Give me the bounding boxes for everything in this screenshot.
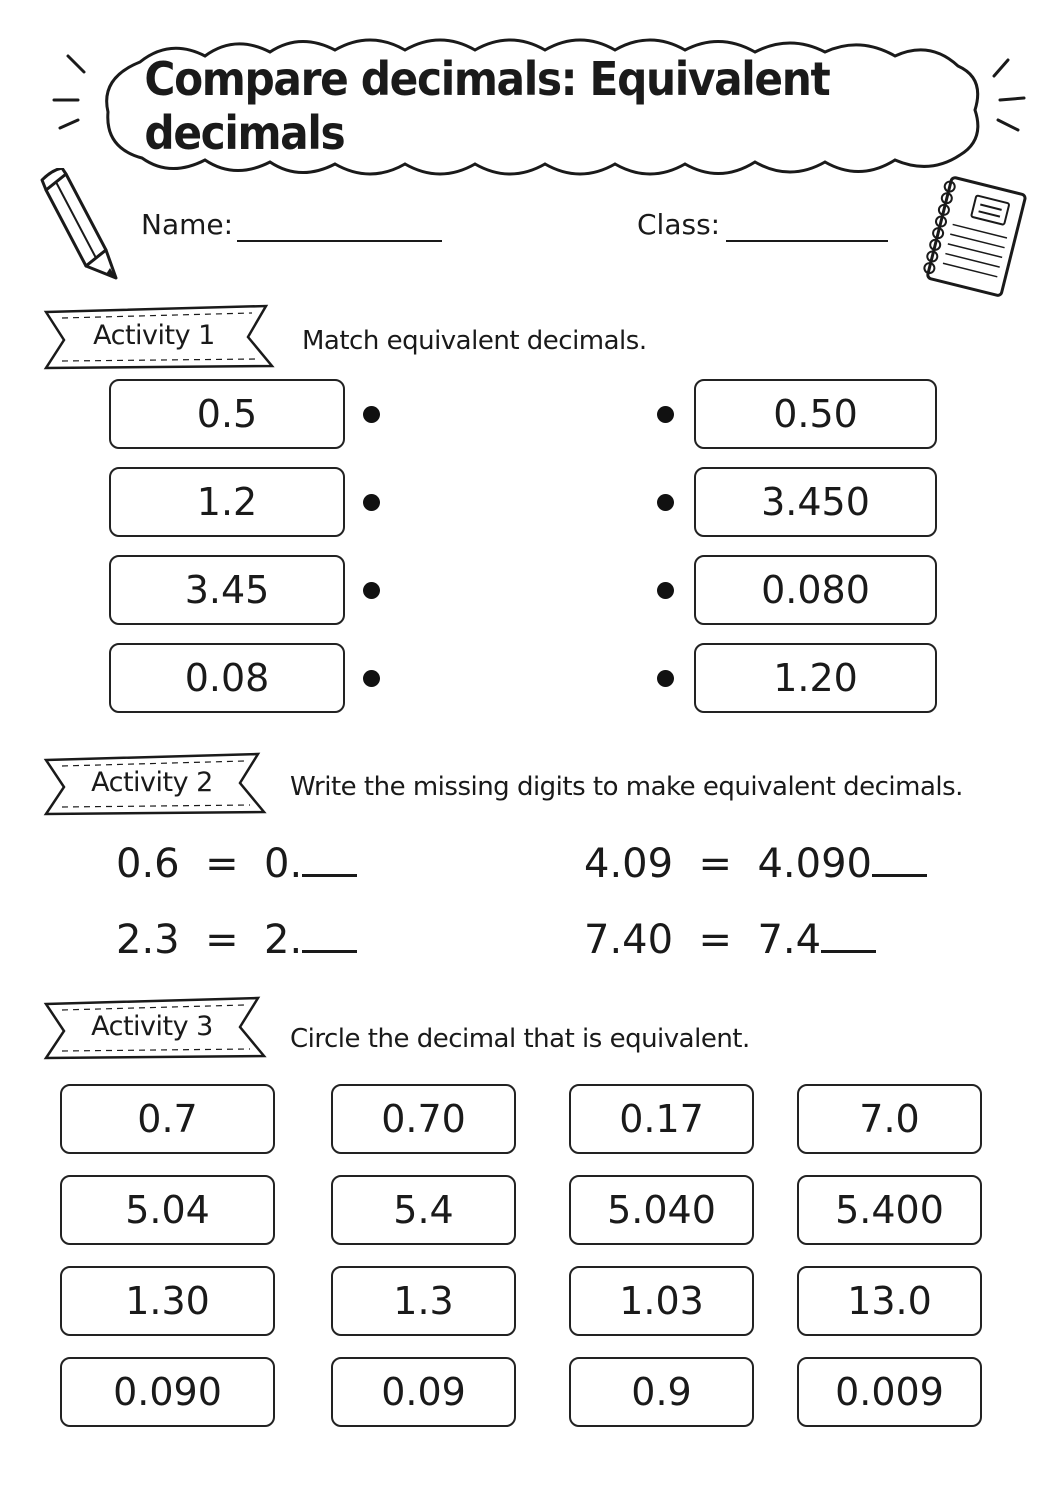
answer-blank[interactable] [872,838,927,877]
match-left-box[interactable]: 0.08 [109,643,345,713]
activity-1-instruction: Match equivalent decimals. [302,326,647,356]
match-right-dot[interactable] [657,582,674,599]
match-left-box[interactable]: 3.45 [109,555,345,625]
equation: 4.09 = 4.090 [584,838,927,887]
answer-blank[interactable] [302,914,357,953]
choice-box[interactable]: 7.0 [797,1084,982,1154]
match-left-dot[interactable] [363,670,380,687]
match-left-box[interactable]: 1.2 [109,467,345,537]
match-right-dot[interactable] [657,406,674,423]
burst-left [54,56,84,128]
equation: 0.6 = 0. [116,838,357,887]
choice-box[interactable]: 13.0 [797,1266,982,1336]
choice-box[interactable]: 5.400 [797,1175,982,1245]
class-field[interactable] [726,238,888,242]
match-right-dot[interactable] [657,494,674,511]
choice-box[interactable]: 5.040 [569,1175,754,1245]
match-left-dot[interactable] [363,406,380,423]
name-label: Name: [141,208,234,241]
activity-2-instruction: Write the missing digits to make equivalent decimals. [290,772,963,802]
pencil-icon [38,168,124,284]
match-left-dot[interactable] [363,582,380,599]
match-right-dot[interactable] [657,670,674,687]
choice-box[interactable]: 5.04 [60,1175,275,1245]
notebook-icon [918,174,1030,302]
choice-box[interactable]: 0.7 [60,1084,275,1154]
choice-box[interactable]: 0.009 [797,1357,982,1427]
choice-box[interactable]: 1.03 [569,1266,754,1336]
choice-box[interactable]: 0.9 [569,1357,754,1427]
answer-blank[interactable] [821,914,876,953]
activity-3-instruction: Circle the decimal that is equivalent. [290,1024,750,1054]
page-title: Compare decimals: Equivalent decimals [144,52,830,160]
burst-right [994,60,1024,130]
activity-3-label: Activity 3 [91,1011,213,1042]
answer-blank[interactable] [302,838,357,877]
activity-2-label: Activity 2 [91,767,213,798]
equation: 7.40 = 7.4 [584,914,876,963]
match-left-dot[interactable] [363,494,380,511]
match-right-box[interactable]: 1.20 [694,643,937,713]
match-right-box[interactable]: 0.080 [694,555,937,625]
match-right-box[interactable]: 3.450 [694,467,937,537]
choice-box[interactable]: 5.4 [331,1175,516,1245]
choice-box[interactable]: 0.17 [569,1084,754,1154]
choice-box[interactable]: 0.09 [331,1357,516,1427]
choice-box[interactable]: 0.70 [331,1084,516,1154]
choice-box[interactable]: 1.3 [331,1266,516,1336]
activity-1-label: Activity 1 [93,320,215,351]
match-right-box[interactable]: 0.50 [694,379,937,449]
choice-box[interactable]: 1.30 [60,1266,275,1336]
match-left-box[interactable]: 0.5 [109,379,345,449]
class-label: Class: [637,208,721,241]
equation: 2.3 = 2. [116,914,357,963]
choice-box[interactable]: 0.090 [60,1357,275,1427]
name-field[interactable] [237,238,442,242]
